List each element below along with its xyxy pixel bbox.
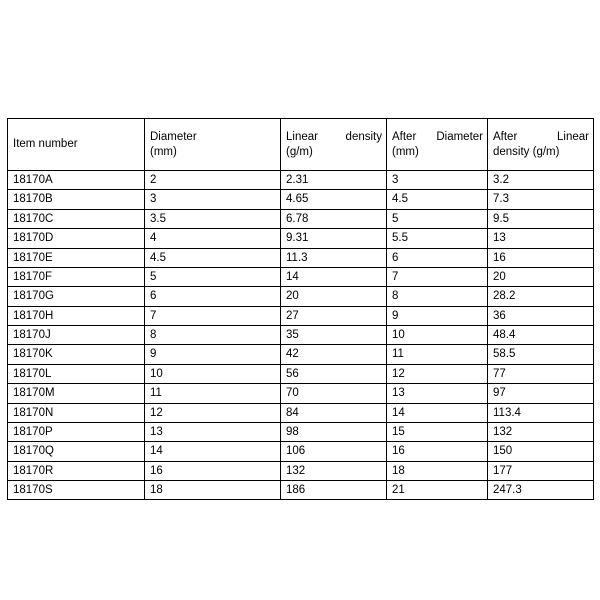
column-header-diameter-line1: Diameter [150,131,197,144]
column-header-linear-density-line1: Linear density [286,131,382,144]
table-cell: 113.4 [488,403,594,422]
table-cell: 5 [387,209,488,228]
cell-item-number: 18170S [8,481,145,500]
cell-item-number: 18170A [8,171,145,190]
table-cell: 2.31 [281,171,387,190]
table-cell: 14 [387,403,488,422]
table-cell: 186 [281,481,387,500]
table-cell: 15 [387,422,488,441]
table-cell: 14 [281,267,387,286]
table-cell: 18 [387,461,488,480]
table-row [8,248,594,267]
table-cell: 8 [145,326,281,345]
cell-item-number: 18170J [8,326,145,345]
column-header-after-linear-density-line2: density (g/m) [493,145,560,158]
table-cell: 6 [145,287,281,306]
table-cell: 10 [145,364,281,383]
table-cell: 56 [281,364,387,383]
table-cell: 4.5 [145,248,281,267]
table-cell: 9 [145,345,281,364]
table-cell: 3 [145,190,281,209]
table-row [8,422,594,441]
table-cell: 9.31 [281,229,387,248]
table-cell: 150 [488,442,594,461]
table-row [8,190,594,209]
table-cell: 16 [145,461,281,480]
table-cell: 18 [145,481,281,500]
table-row [8,403,594,422]
table-body [8,171,594,500]
cell-item-number: 18170R [8,461,145,480]
table-cell: 13 [387,384,488,403]
table-cell: 16 [387,442,488,461]
table-cell: 11 [145,384,281,403]
table-cell: 8 [387,287,488,306]
column-header-after-diameter-line1: After Diameter [392,131,483,144]
table-row [8,384,594,403]
table-cell: 247.3 [488,481,594,500]
table-cell: 21 [387,481,488,500]
table-row [8,306,594,325]
cell-item-number: 18170F [8,267,145,286]
table-cell: 3 [387,171,488,190]
column-header-diameter [145,119,281,171]
table-cell: 2 [145,171,281,190]
table-row [8,442,594,461]
table-cell: 4 [145,229,281,248]
table-cell: 20 [488,267,594,286]
table-cell: 13 [488,229,594,248]
table-cell: 16 [488,248,594,267]
cell-item-number: 18170P [8,422,145,441]
table-cell: 3.5 [145,209,281,228]
table-cell: 177 [488,461,594,480]
table-cell: 5.5 [387,229,488,248]
spec-table-container [7,118,593,500]
table-cell: 6.78 [281,209,387,228]
table-row [8,481,594,500]
column-header-item-number [8,119,145,171]
table-cell: 4.5 [387,190,488,209]
table-cell: 98 [281,422,387,441]
table-cell: 14 [145,442,281,461]
table-cell: 77 [488,364,594,383]
table-cell: 12 [387,364,488,383]
table-cell: 6 [387,248,488,267]
table-cell: 9.5 [488,209,594,228]
table-cell: 132 [281,461,387,480]
table-cell: 11.3 [281,248,387,267]
table-row [8,364,594,383]
column-header-after-linear-density [488,119,594,171]
column-header-after-diameter-line2: (mm) [392,145,419,158]
table-cell: 11 [387,345,488,364]
cell-item-number: 18170K [8,345,145,364]
table-cell: 7 [145,306,281,325]
table-row [8,287,594,306]
cell-item-number: 18170L [8,364,145,383]
cell-item-number: 18170M [8,384,145,403]
table-row [8,171,594,190]
table-cell: 42 [281,345,387,364]
cell-item-number: 18170Q [8,442,145,461]
table-cell: 13 [145,422,281,441]
table-cell: 28.2 [488,287,594,306]
table-cell: 27 [281,306,387,325]
column-header-linear-density-line2: (g/m) [286,145,313,158]
column-header-after-diameter [387,119,488,171]
table-row [8,209,594,228]
column-header-diameter-line2: (mm) [150,145,177,158]
table-cell: 132 [488,422,594,441]
table-cell: 20 [281,287,387,306]
table-cell: 58.5 [488,345,594,364]
table-cell: 10 [387,326,488,345]
cell-item-number: 18170C [8,209,145,228]
table-cell: 35 [281,326,387,345]
column-header-linear-density [281,119,387,171]
column-header-item-number-line1: Item number [13,138,78,151]
cell-item-number: 18170D [8,229,145,248]
table-cell: 7 [387,267,488,286]
table-cell: 70 [281,384,387,403]
column-header-after-linear-density-line1: After Linear [493,131,589,144]
table-cell: 5 [145,267,281,286]
table-cell: 84 [281,403,387,422]
table-cell: 106 [281,442,387,461]
table-cell: 3.2 [488,171,594,190]
table-row [8,229,594,248]
specification-table [7,118,594,500]
table-cell: 9 [387,306,488,325]
cell-item-number: 18170H [8,306,145,325]
table-cell: 36 [488,306,594,325]
table-cell: 97 [488,384,594,403]
table-cell: 48.4 [488,326,594,345]
table-cell: 7.3 [488,190,594,209]
table-row [8,345,594,364]
table-row [8,326,594,345]
table-header [8,119,594,171]
cell-item-number: 18170B [8,190,145,209]
table-row [8,461,594,480]
cell-item-number: 18170G [8,287,145,306]
cell-item-number: 18170E [8,248,145,267]
table-header-row [8,119,594,171]
table-cell: 12 [145,403,281,422]
cell-item-number: 18170N [8,403,145,422]
table-cell: 4.65 [281,190,387,209]
table-row [8,267,594,286]
